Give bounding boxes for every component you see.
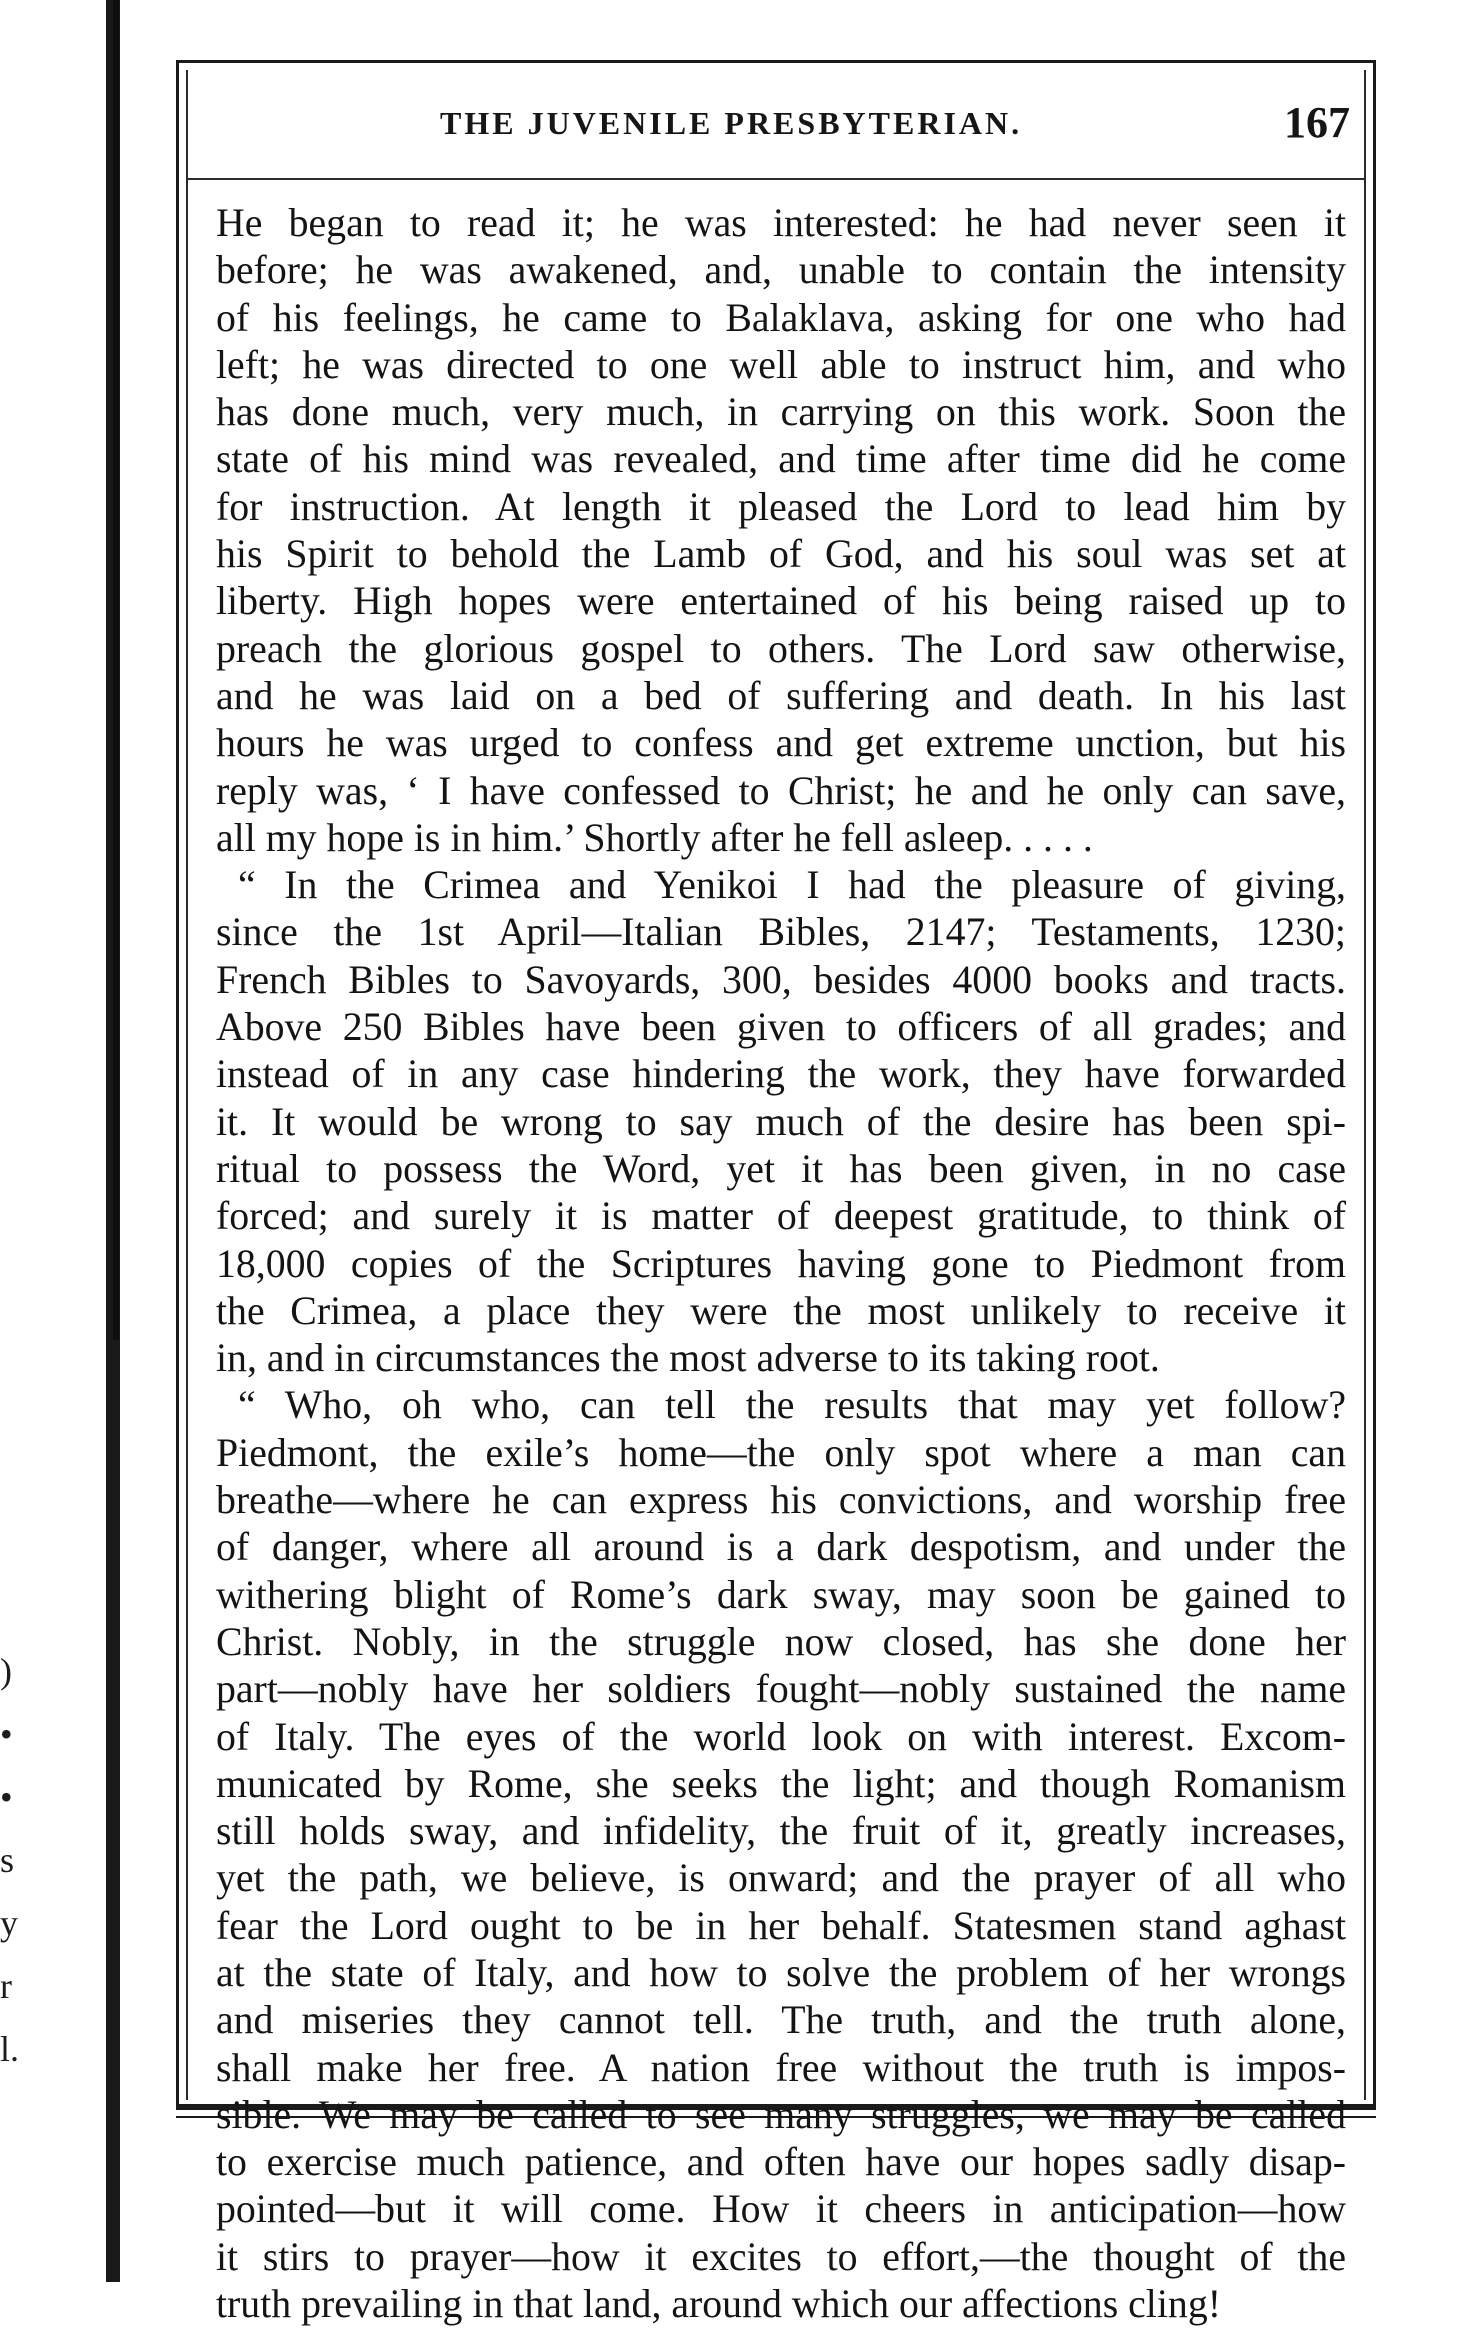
text-line: has done much, very much, in carrying on this work. Soon the xyxy=(216,390,1346,435)
margin-letter: • xyxy=(0,1714,13,1754)
text-line: “ In the Crimea and Yenikoi I had the pleasure of giving, xyxy=(238,863,1346,908)
text-line: 18,000 copies of the Scriptures having gone to Piedmont from xyxy=(216,1241,1346,1286)
text-line: part—nobly have her soldiers fought—nobly sustained the name xyxy=(216,1667,1346,1712)
text-line: of danger, where all around is a dark despotism, and under the xyxy=(216,1525,1346,1570)
text-line: left; he was directed to one well able to instruct him, and who xyxy=(216,342,1346,387)
text-line: state of his mind was revealed, and time after time did he come xyxy=(216,437,1346,482)
text-line: withering blight of Rome’s dark sway, may soon be gained to xyxy=(216,1572,1346,1617)
text-line: pointed—but it will come. How it cheers in anticipation—how xyxy=(216,2187,1346,2232)
text-line: He began to read it; he was interested: he had never seen it xyxy=(216,201,1346,245)
gutter-shadow-dark xyxy=(113,0,119,1340)
text-line: ritual to possess the Word, yet it has been given, in no case xyxy=(216,1146,1346,1191)
text-line: his Spirit to behold the Lamb of God, and his soul was set at xyxy=(216,532,1346,577)
text-line: liberty. High hopes were entertained of his being raised up to xyxy=(216,579,1346,624)
text-line: shall make her free. A nation free without the truth is impos- xyxy=(216,2045,1346,2090)
facing-page-margin xyxy=(0,1640,60,2081)
margin-letter: s xyxy=(0,1840,15,1880)
paragraph xyxy=(216,1382,1346,2328)
text-line: of his feelings, he came to Balaklava, asking for one who had xyxy=(216,295,1346,340)
text-line: preach the glorious gospel to others. The Lord saw otherwise, xyxy=(216,626,1346,671)
text-line: since the 1st April—Italian Bibles, 2147; Testaments, 1230; xyxy=(216,910,1346,955)
text-line: sible. We may be called to see many struggles, we may be called xyxy=(216,2092,1346,2137)
text-line: breathe—where he can express his convictions, and worship free xyxy=(216,1478,1346,1523)
text-line: instead of in any case hindering the work, they have forwarded xyxy=(216,1052,1346,1097)
text-line: municated by Rome, she seeks the light; and though Romanism xyxy=(216,1761,1346,1806)
paragraph xyxy=(216,862,1346,1382)
margin-letter: ) xyxy=(0,1651,12,1691)
text-line: Above 250 Bibles have been given to officers of all grades; and xyxy=(216,1005,1346,1050)
text-line: of Italy. The eyes of the world look on with interest. Excom- xyxy=(216,1714,1346,1759)
text-line: truth prevailing in that land, around which our affections cling! xyxy=(216,2282,1221,2327)
text-line: to exercise much patience, and often have our hopes sadly disap- xyxy=(216,2140,1346,2185)
text-line: before; he was awakened, and, unable to contain the intensity xyxy=(216,248,1346,293)
text-line: at the state of Italy, and how to solve the problem of her wrongs xyxy=(216,1950,1346,1995)
text-line: French Bibles to Savoyards, 300, besides 4000 books and tracts. xyxy=(216,957,1346,1002)
text-line: yet the path, we believe, is onward; and the prayer of all who xyxy=(216,1856,1346,1901)
page-number: 167 xyxy=(1284,98,1350,147)
text-line: reply was, ‘ I have confessed to Christ; he and he only can save, xyxy=(216,768,1346,813)
text-line: Christ. Nobly, in the struggle now closed, has she done her xyxy=(216,1619,1346,1664)
text-line: still holds sway, and infidelity, the fruit of it, greatly increases, xyxy=(216,1809,1346,1854)
header-rule xyxy=(186,178,1366,180)
text-line: “ Who, oh who, can tell the results that may yet follow? xyxy=(238,1383,1346,1428)
text-line: all my hope is in him.’ Shortly after he fell asleep. . . . . xyxy=(216,815,1093,860)
article-body xyxy=(216,200,1346,2328)
text-line: for instruction. At length it pleased the Lord to lead him by xyxy=(216,484,1346,529)
text-line: and miseries they cannot tell. The truth, and the truth alone, xyxy=(216,1998,1346,2043)
margin-letter: r xyxy=(0,1966,12,2006)
text-line: fear the Lord ought to be in her behalf. Statesmen stand aghast xyxy=(216,1903,1346,1948)
text-line: it. It would be wrong to say much of the desire has been spi- xyxy=(216,1099,1346,1144)
running-title: THE JUVENILE PRESBYTERIAN. xyxy=(440,105,1023,141)
margin-letter: • xyxy=(0,1777,13,1817)
margin-letter: y xyxy=(0,1903,18,1943)
margin-letter: l. xyxy=(0,2029,20,2069)
paragraph xyxy=(216,200,1346,862)
text-line: it stirs to prayer—how it excites to effort,—the thought of the xyxy=(216,2234,1346,2279)
text-line: and he was laid on a bed of suffering and death. In his last xyxy=(216,673,1346,718)
text-line: the Crimea, a place they were the most unlikely to receive it xyxy=(216,1288,1346,1333)
text-line: forced; and surely it is matter of deepest gratitude, to think of xyxy=(216,1194,1346,1239)
running-header xyxy=(196,98,1356,165)
text-line: hours he was urged to confess and get extreme unction, but his xyxy=(216,721,1346,766)
text-line: in, and in circumstances the most adverse to its taking root. xyxy=(216,1336,1160,1381)
text-line: Piedmont, the exile’s home—the only spot where a man can xyxy=(216,1430,1346,1475)
